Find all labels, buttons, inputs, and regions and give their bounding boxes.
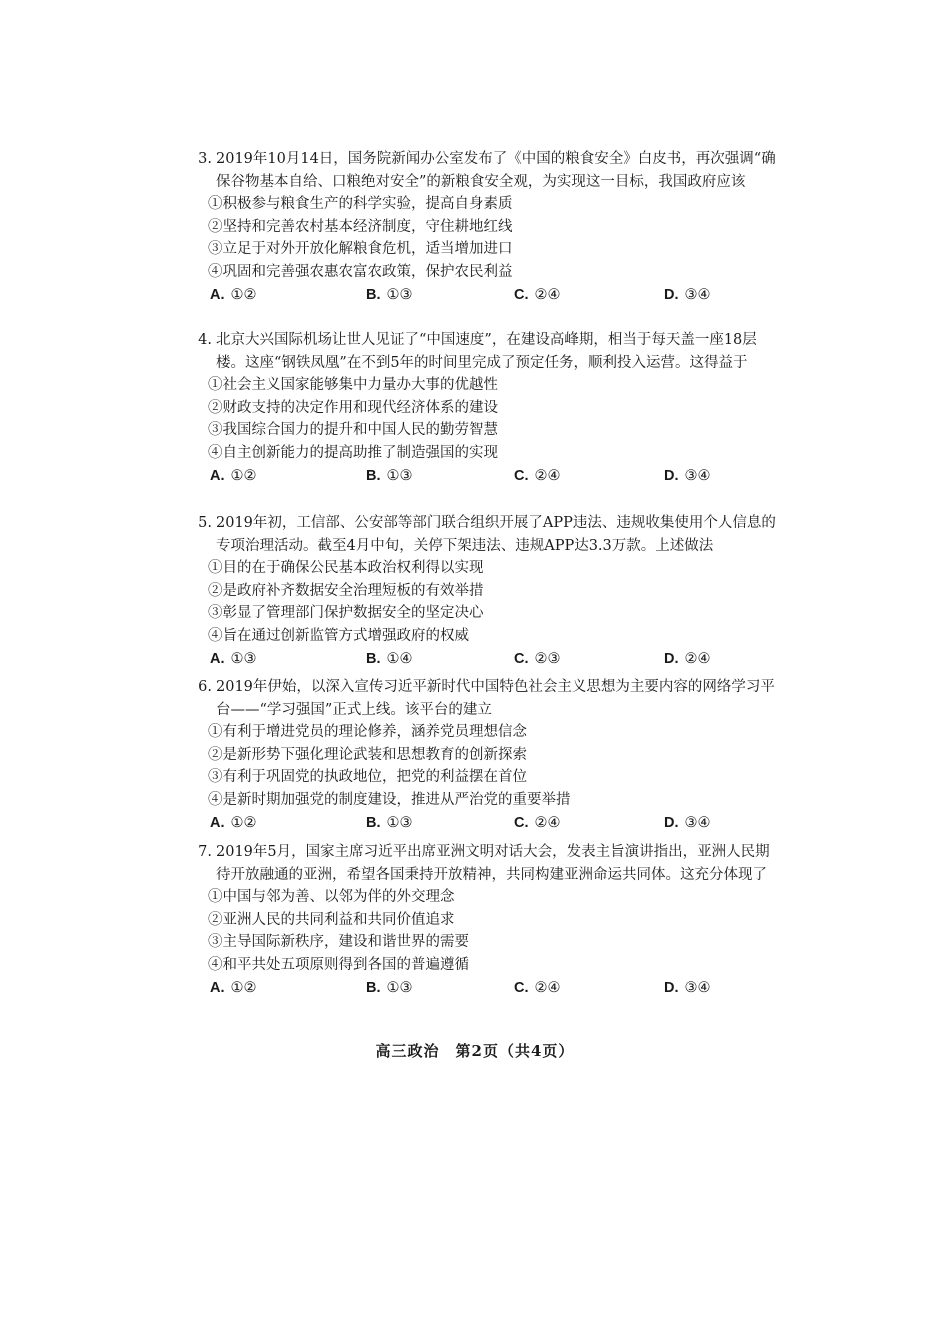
question-stem (190, 676, 780, 721)
answer-choices (190, 647, 780, 671)
choice-a: A. ①② (210, 468, 257, 484)
question-number: 3. (198, 151, 212, 167)
option-3: ③有利于巩固党的执政地位，把党的利益摆在首位 (208, 769, 527, 785)
choice-c: C. ②④ (514, 468, 561, 484)
option-2: ②财政支持的决定作用和现代经济体系的建设 (208, 399, 498, 416)
choice-d: D. ②④ (664, 651, 711, 667)
page-footer: 高三政治 第2页（共4页） (375, 1042, 575, 1060)
question-7 (190, 841, 780, 1000)
choice-b: B. ①③ (366, 287, 413, 303)
option-4: ④巩固和完善强农惠农富农政策，保护农民利益 (208, 263, 513, 280)
option-2: ②坚持和完善农村基本经济制度，守住耕地红线 (208, 218, 513, 235)
option-1: ①目的在于确保公民基本政治权利得以实现 (208, 560, 484, 576)
question-3 (190, 148, 780, 307)
question-stem (190, 329, 780, 374)
question-text: 2019年5月，国家主席习近平出席亚洲文明对话大会，发表主旨演讲指出，亚洲人民期待开放融通的亚洲，希望各国秉持开放精神，共同构建亚洲命运共同体。这充分体现了 (216, 844, 770, 883)
choice-c: C. ②④ (514, 287, 561, 303)
option-3: ③立足于对外开放化解粮食危机，适当增加进口 (208, 241, 513, 257)
choice-a: A. ①③ (210, 651, 257, 667)
option-2: ②是新形势下强化理论武装和思想教育的创新探索 (208, 746, 527, 763)
choice-d: D. ③④ (664, 815, 711, 831)
choice-b: B. ①④ (366, 651, 413, 667)
question-5 (190, 512, 780, 671)
option-4: ④是新时期加强党的制度建设，推进从严治党的重要举措 (208, 791, 571, 808)
answer-choices (190, 811, 780, 835)
question-stem (190, 148, 780, 193)
choice-d: D. ③④ (664, 468, 711, 484)
answer-choices (190, 283, 780, 307)
option-1: ①社会主义国家能够集中力量办大事的优越性 (208, 377, 498, 393)
choice-a: A. ①② (210, 815, 257, 831)
option-1: ①积极参与粮食生产的科学实验，提高自身素质 (208, 196, 513, 212)
question-6 (190, 676, 780, 835)
question-text: 2019年伊始，以深入宣传习近平新时代中国特色社会主义思想为主要内容的网络学习平台——“学习强国”正式上线。该平台的建立 (216, 679, 775, 718)
choice-c: C. ②④ (514, 815, 561, 831)
answer-choices (190, 976, 780, 1000)
option-4: ④自主创新能力的提高助推了制造强国的实现 (208, 444, 498, 461)
choice-a: A. ①② (210, 980, 257, 996)
option-3: ③主导国际新秩序，建设和谐世界的需要 (208, 934, 469, 950)
choice-c: C. ②③ (514, 651, 561, 667)
answer-choices (190, 464, 780, 488)
question-stem (190, 841, 780, 886)
option-1: ①中国与邻为善、以邻为伴的外交理念 (208, 889, 455, 905)
option-4: ④和平共处五项原则得到各国的普遍遵循 (208, 956, 469, 973)
option-2: ②亚洲人民的共同利益和共同价值追求 (208, 911, 455, 928)
choice-d: D. ③④ (664, 980, 711, 996)
question-number: 4. (198, 332, 212, 348)
option-2: ②是政府补齐数据安全治理短板的有效举措 (208, 582, 484, 599)
choice-b: B. ①③ (366, 468, 413, 484)
question-4 (190, 329, 780, 488)
choice-a: A. ①② (210, 287, 257, 303)
choice-b: B. ①③ (366, 980, 413, 996)
question-number: 5. (198, 515, 212, 531)
choice-c: C. ②④ (514, 980, 561, 996)
question-number: 6. (198, 679, 212, 695)
option-1: ①有利于增进党员的理论修养，涵养党员理想信念 (208, 724, 527, 740)
question-text: 2019年10月14日，国务院新闻办公室发布了《中国的粮食安全》白皮书，再次强调“确保谷物基本自给、口粮绝对安全”的新粮食安全观，为实现这一目标，我国政府应该 (216, 151, 776, 190)
choice-b: B. ①③ (366, 815, 413, 831)
question-number: 7. (198, 844, 212, 860)
option-3: ③彰显了管理部门保护数据安全的坚定决心 (208, 605, 484, 621)
question-text: 北京大兴国际机场让世人见证了“中国速度”，在建设高峰期，相当于每天盖一座18层楼。这座“钢铁凤凰”在不到5年的时间里完成了预定任务，顺利投入运营。这得益于 (216, 332, 757, 371)
question-stem (190, 512, 780, 557)
question-text: 2019年初，工信部、公安部等部门联合组织开展了APP违法、违规收集使用个人信息的专项治理活动。截至4月中旬，关停下架违法、违规APP达3.3万款。上述做法 (216, 515, 776, 554)
choice-d: D. ③④ (664, 287, 711, 303)
option-4: ④旨在通过创新监管方式增强政府的权威 (208, 627, 469, 644)
option-3: ③我国综合国力的提升和中国人民的勤劳智慧 (208, 422, 498, 438)
